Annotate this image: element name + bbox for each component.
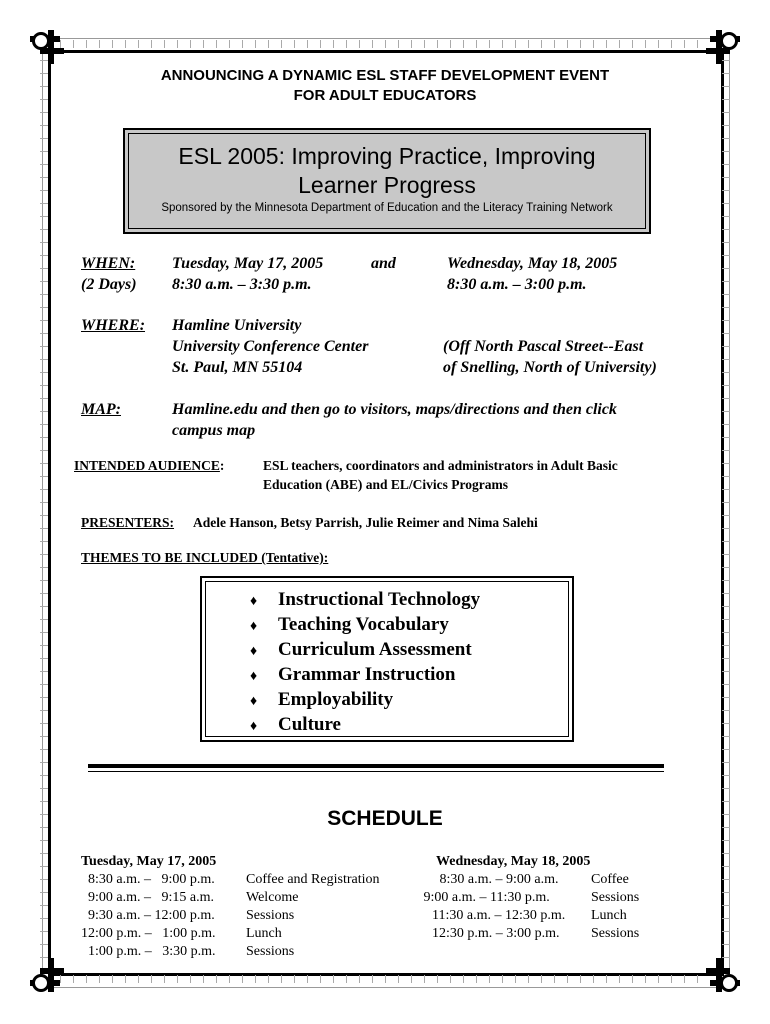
map-line1: Hamline.edu and then go to visitors, maps/directions and then click [172,401,617,418]
section-divider-thin [88,771,664,772]
border-ticks-left [40,60,48,970]
theme-item: ♦ Curriculum Assessment [250,639,472,660]
theme-item: ♦ Employability [250,689,394,710]
schedule-day1-time: 9:00 a.m. – 9:15 a.m. [81,890,214,905]
schedule-day1-time: 8:30 a.m. – 9:00 p.m. [81,872,215,887]
audience-line1: ESL teachers, coordinators and administrators in Adult Basic [263,458,618,473]
schedule-day2-time: 12:30 p.m. – 3:00 p.m. [432,926,560,941]
where-note2: of Snelling, North of University) [443,359,657,376]
presenters-names: Adele Hanson, Betsy Parrish, Julie Reimer and Nima Salehi [193,515,538,530]
themes-label: THEMES TO BE INCLUDED (Tentative): [81,550,329,565]
diamond-bullet-icon: ♦ [250,669,258,684]
schedule-day2-time: 9:00 a.m. – 11:30 p.m. [420,890,550,905]
title-box [123,128,651,234]
schedule-day1-time: 12:00 p.m. – 1:00 p.m. [81,926,216,941]
where-line2: University Conference Center [172,338,369,355]
schedule-day1-time: 1:00 p.m. – 3:30 p.m. [81,944,216,959]
where-line3: St. Paul, MN 55104 [172,359,303,376]
schedule-day1-time: 9:30 a.m. – 12:00 p.m. [81,908,215,923]
schedule-day2-time: 11:30 a.m. – 12:30 p.m. [432,908,566,923]
theme-item: ♦ Grammar Instruction [250,664,456,685]
day2-date: Wednesday, May 18, 2005 [447,255,618,272]
day1-time: 8:30 a.m. – 3:30 p.m. [172,276,312,293]
schedule-title: SCHEDULE [327,807,443,830]
when-and: and [371,255,396,272]
border-ticks-right [722,60,730,970]
event-title-line1: ESL 2005: Improving Practice, Improving [178,143,596,169]
when-label: WHEN: [81,255,136,272]
day1-date: Tuesday, May 17, 2005 [172,255,324,272]
map-label: MAP: [81,401,121,418]
border-ticks-bottom [60,975,710,983]
schedule-day1-event: Welcome [246,890,299,905]
corner-ornament-top-left [30,30,66,66]
diamond-bullet-icon: ♦ [250,594,258,609]
schedule-day2-event: Lunch [591,908,627,923]
schedule-day1-event: Sessions [246,908,295,923]
schedule-day1-event: Coffee and Registration [246,872,380,887]
schedule-day2-heading: Wednesday, May 18, 2005 [436,854,591,869]
corner-ornament-bottom-right [704,956,740,992]
schedule-day2-time: 8:30 a.m. – 9:00 a.m. [436,872,559,887]
schedule-day1-event: Lunch [246,926,282,941]
theme-item: ♦ Teaching Vocabulary [250,614,449,635]
presenters-label: PRESENTERS: [81,515,175,530]
theme-item: ♦ Culture [250,714,341,735]
schedule-day1-heading: Tuesday, May 17, 2005 [81,854,217,869]
announcement-heading-line2: FOR ADULT EDUCATORS [293,87,477,104]
sponsor-line: Sponsored by the Minnesota Department of Education and the Literacy Training Network [161,202,613,214]
diamond-bullet-icon: ♦ [250,694,258,709]
corner-ornament-top-right [704,30,740,66]
diamond-bullet-icon: ♦ [250,719,258,734]
section-divider-thick [88,764,664,768]
where-note1: (Off North Pascal Street--East [443,338,644,355]
schedule-day2-event: Sessions [591,926,640,941]
announcement-heading-line1: ANNOUNCING A DYNAMIC ESL STAFF DEVELOPMENT EVENT [160,67,610,84]
border-ticks-top [60,40,710,48]
where-label: WHERE: [81,317,146,334]
theme-item: ♦ Instructional Technology [250,589,481,610]
schedule-day2-event: Coffee [591,872,629,887]
where-line1: Hamline University [172,317,302,334]
diamond-bullet-icon: ♦ [250,644,258,659]
map-line2: campus map [172,422,256,439]
schedule-day1-event: Sessions [246,944,295,959]
when-sublabel: (2 Days) [81,276,137,293]
event-title-line2: Learner Progress [298,172,476,198]
corner-ornament-bottom-left [30,956,66,992]
audience-line2: Education (ABE) and EL/Civics Programs [263,477,509,492]
schedule-day2-event: Sessions [591,890,640,905]
audience-label: INTENDED AUDIENCE: [74,458,225,473]
diamond-bullet-icon: ♦ [250,619,258,634]
day2-time: 8:30 a.m. – 3:00 p.m. [447,276,587,293]
